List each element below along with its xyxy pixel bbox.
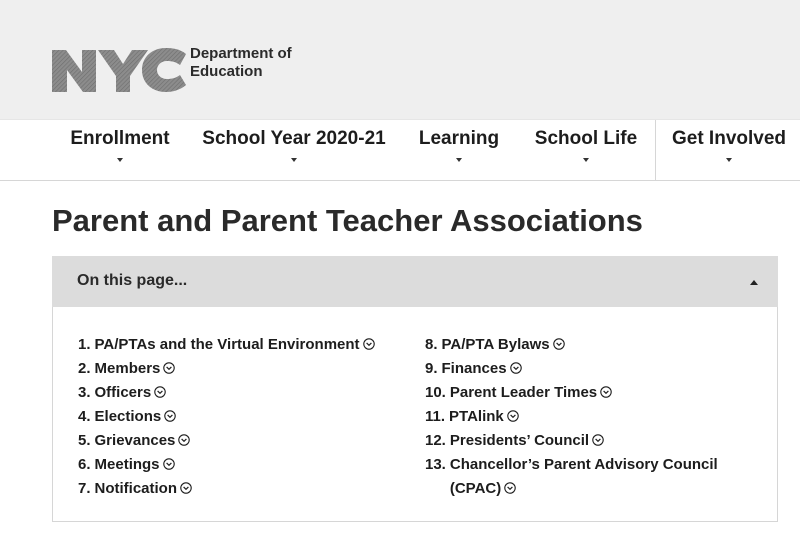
toc-link-meetings[interactable] (78, 453, 375, 477)
toc-link-bylaws[interactable] (425, 333, 755, 357)
toc-num: 8. (425, 336, 438, 353)
toc-label: PTAlink (449, 408, 504, 425)
circle-chevron-down-icon (363, 338, 375, 350)
toc-link-parent-leader-times[interactable] (425, 381, 755, 405)
caret-down-icon (456, 158, 462, 162)
toc-link-grievances[interactable] (78, 429, 375, 453)
caret-down-icon (117, 158, 123, 162)
toc-num: 11. (425, 408, 446, 425)
toc-link-notification[interactable] (78, 477, 375, 501)
toc-label: Meetings (94, 456, 160, 473)
toc-num: 9. (425, 360, 438, 377)
toc-label: Finances (441, 360, 507, 377)
toc-link-virtual-environment[interactable] (78, 333, 375, 357)
circle-chevron-down-icon (553, 338, 565, 350)
toc-num: 7. (78, 480, 91, 497)
toc-num: 6. (78, 456, 91, 473)
logo-line-1: Department of (190, 45, 292, 62)
toc-label: Notification (94, 480, 178, 497)
nav-item-school-life[interactable] (528, 120, 644, 180)
toc-link-elections[interactable] (78, 405, 375, 429)
nav-label: Enrollment (70, 128, 170, 149)
circle-chevron-down-icon (163, 458, 175, 470)
toc-num: 12. (425, 432, 446, 449)
nav-label: School Life (534, 128, 638, 149)
nav-item-learning[interactable] (412, 120, 506, 180)
circle-chevron-down-icon (163, 362, 175, 374)
toc-num: 4. (78, 408, 91, 425)
circle-chevron-down-icon (154, 386, 166, 398)
circle-chevron-down-icon (504, 482, 516, 494)
caret-down-icon (583, 158, 589, 162)
caret-up-icon (750, 280, 758, 285)
toc-num: 1. (78, 336, 91, 353)
toc-label: Elections (94, 408, 162, 425)
toc-list-right (425, 333, 755, 501)
toc-label: Grievances (94, 432, 176, 449)
on-this-page-toggle[interactable] (52, 256, 778, 307)
caret-down-icon (726, 158, 732, 162)
nav-item-enrollment[interactable] (62, 120, 178, 180)
toc-link-finances[interactable] (425, 357, 755, 381)
toc-label: PA/PTAs and the Virtual Environment (94, 336, 360, 353)
toc-label: Officers (94, 384, 152, 401)
logo-line-2: Education (190, 63, 263, 80)
circle-chevron-down-icon (592, 434, 604, 446)
nav-label: Get Involved (671, 128, 787, 149)
accordion-label: On this page... (77, 272, 188, 289)
circle-chevron-down-icon (164, 410, 176, 422)
nav-item-school-year[interactable] (196, 120, 392, 180)
toc-label: Members (94, 360, 161, 377)
nav-divider (655, 120, 656, 180)
site-header (0, 0, 800, 119)
toc-link-officers[interactable] (78, 381, 375, 405)
toc-label: Chancellor’s Parent Advisory Council (CPAC) (449, 456, 718, 497)
circle-chevron-down-icon (510, 362, 522, 374)
toc-num: 13. (425, 456, 446, 473)
toc-link-ptalink[interactable] (425, 405, 755, 429)
toc-link-presidents-council[interactable] (425, 429, 755, 453)
toc-num: 5. (78, 432, 91, 449)
nav-item-get-involved[interactable] (664, 120, 794, 180)
on-this-page-panel (52, 307, 778, 522)
toc-label: Presidents’ Council (449, 432, 590, 449)
caret-down-icon (291, 158, 297, 162)
toc-num: 10. (425, 384, 446, 401)
circle-chevron-down-icon (180, 482, 192, 494)
toc-label: PA/PTA Bylaws (441, 336, 550, 353)
circle-chevron-down-icon (178, 434, 190, 446)
circle-chevron-down-icon (507, 410, 519, 422)
toc-list-left (78, 333, 375, 501)
toc-num: 2. (78, 360, 91, 377)
toc-num: 3. (78, 384, 91, 401)
main-nav (0, 119, 800, 181)
circle-chevron-down-icon (600, 386, 612, 398)
nav-label: Learning (418, 128, 500, 149)
toc-label-wrap (450, 453, 740, 501)
page-title: Parent and Parent Teacher Associations (52, 203, 643, 238)
toc-link-members[interactable] (78, 357, 375, 381)
toc-link-cpac[interactable] (425, 453, 755, 501)
nav-label: School Year 2020-21 (202, 128, 386, 149)
toc-label: Parent Leader Times (449, 384, 598, 401)
logo-wordmark[interactable] (190, 45, 292, 81)
